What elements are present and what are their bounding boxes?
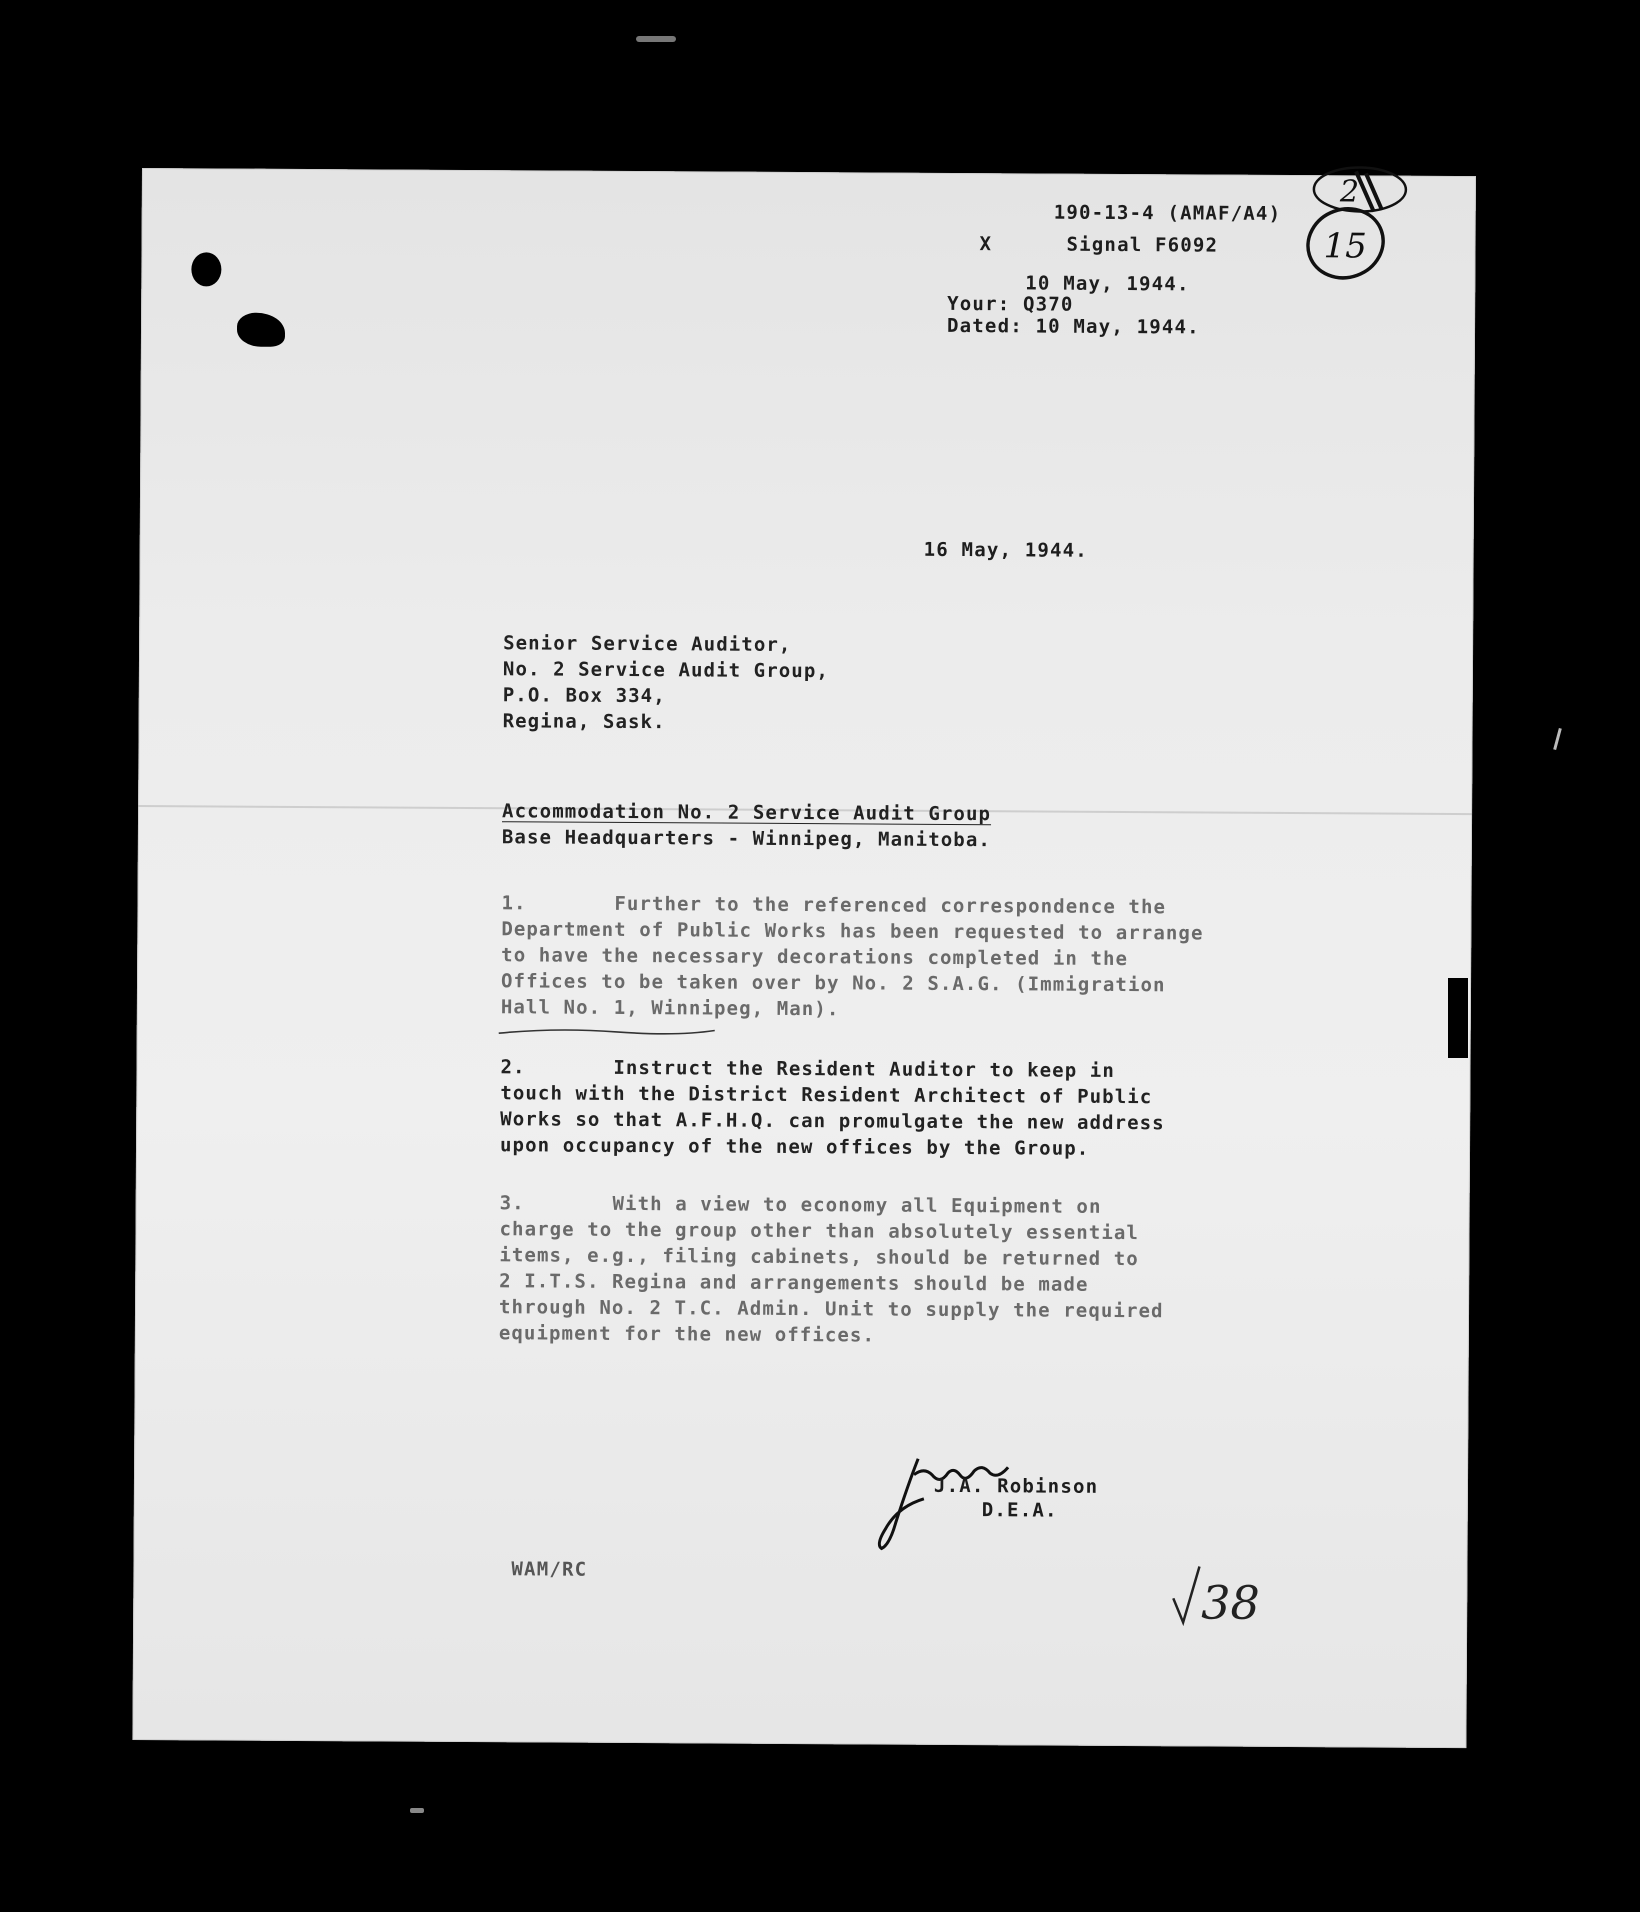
pencil-underline [497, 1025, 717, 1040]
address-block [503, 630, 830, 736]
address-line: Regina, Sask. [502, 710, 666, 734]
paragraph-line: charge to the group other than absolutely essential [499, 1218, 1140, 1245]
subject-line-1: Accommodation No. 2 Service Audit Group [502, 800, 992, 826]
handwritten-number [1169, 1552, 1290, 1643]
file-reference: 190-13-4 (AMAF/A4) [1053, 201, 1282, 225]
address-line: P.O. Box 334, [502, 684, 666, 708]
paragraph-line: Offices to be taken over by No. 2 S.A.G. (Immigration [500, 970, 1166, 997]
paragraph-line: 1. Further to the referenced correspondence the [501, 892, 1167, 919]
letter-date: 16 May, 1944. [923, 538, 1089, 562]
dated-line: Dated: 10 May, 1944. [946, 314, 1200, 339]
your-reference: Your: Q370 [947, 292, 1074, 316]
paragraph-3 [499, 1190, 1165, 1350]
paragraph-line: Works so that A.F.H.Q. can promulgate the new address [500, 1108, 1165, 1135]
paragraph-line: 2 I.T.S. Regina and arrangements should be made [499, 1270, 1089, 1296]
bottom-number-text: 38 [1201, 1575, 1260, 1630]
top-circle-number: 2 [1339, 174, 1360, 210]
second-circle-number: 15 [1323, 226, 1367, 267]
document-page [132, 168, 1476, 1748]
stray-mark [1553, 728, 1562, 750]
signal-number: Signal F6092 [1066, 233, 1219, 257]
edge-notch [1448, 978, 1468, 1058]
paragraph-line: upon occupancy of the new offices by the Group. [499, 1134, 1090, 1160]
x-mark: X [979, 233, 993, 256]
paragraph-line: to have the necessary decorations completed in the [501, 944, 1129, 971]
subject-line-2: Base Headquarters - Winnipeg, Manitoba. [501, 826, 992, 852]
paragraph-line: equipment for the new offices. [498, 1322, 876, 1347]
hole-punch-mark [237, 313, 285, 347]
address-line: Senior Service Auditor, [503, 632, 792, 656]
paragraph-line: through No. 2 T.C. Admin. Unit to supply the required [498, 1296, 1164, 1323]
signatory-name: J.A. Robinson [933, 1474, 1099, 1498]
address-line: No. 2 Service Audit Group, [502, 658, 830, 683]
paragraph-line: Department of Public Works has been requested to arrange [501, 918, 1204, 945]
typist-initials: WAM/RC [511, 1558, 588, 1581]
paragraph-line: 3. With a view to economy all Equipment on [499, 1192, 1102, 1218]
stray-mark [410, 1808, 424, 1813]
paragraph-line: Hall No. 1, Winnipeg, Man). [500, 996, 840, 1021]
paragraph-1 [501, 890, 1204, 1024]
signal-date: 10 May, 1944. [1025, 272, 1190, 296]
circled-number-stamp [1299, 161, 1440, 302]
subject-block [502, 798, 991, 853]
paragraph-line: items, e.g., filing cabinets, should be returned to [499, 1244, 1139, 1271]
paragraph-line: 2. Instruct the Resident Auditor to keep in [500, 1056, 1115, 1082]
signatory-title: D.E.A. [981, 1499, 1058, 1522]
paragraph-2 [500, 1054, 1165, 1162]
paragraph-line: touch with the District Resident Architect of Public [500, 1082, 1153, 1109]
stray-mark [636, 36, 676, 42]
hole-punch-mark [191, 252, 221, 286]
